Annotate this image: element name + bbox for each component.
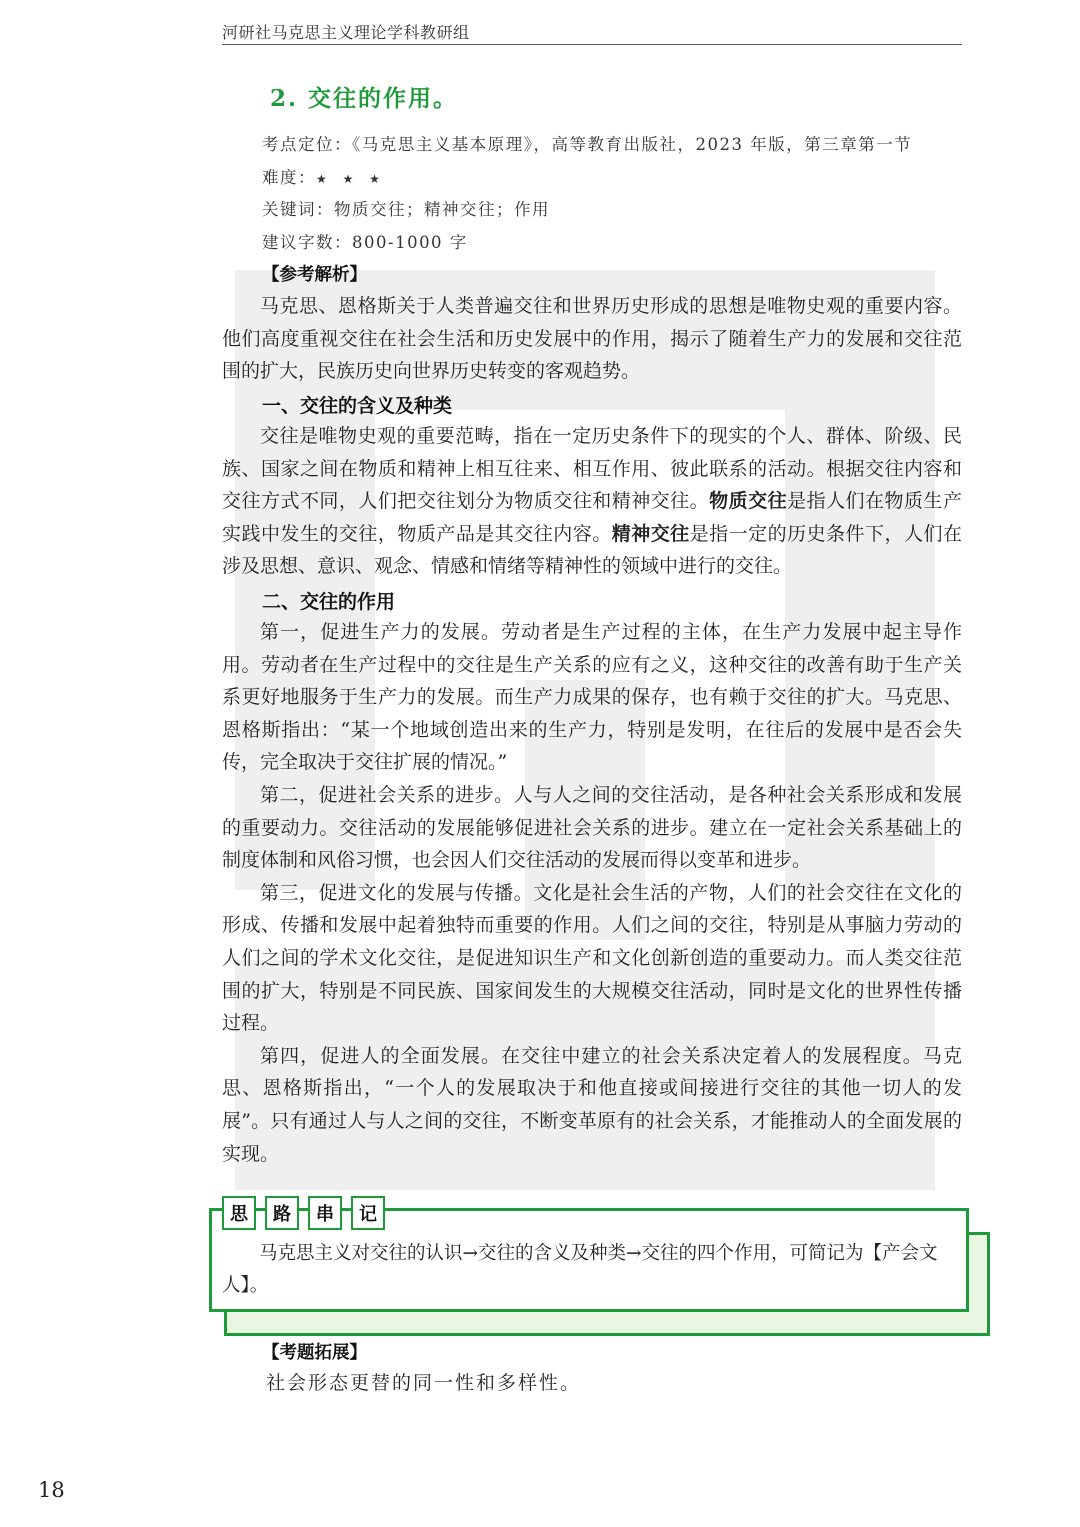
- memo-char: 串: [308, 1196, 342, 1230]
- section1-body: [222, 420, 962, 583]
- role-paragraph-1: 第一，促进生产力的发展。劳动者是生产过程的主体，在生产力发展中起主导作用。劳动者在生产过程中的交往是生产关系的应有之义，这种交往的改善有助于生产关系更好地服务于生产力的发展。而生产力成果的保存，也有赖于交往的扩大。马克思、恩格斯指出：“某一个地域创造出来的生产力，特别是发明，在往后的发展中是否会失传，完全取决于交往扩展的情况。”: [222, 621, 962, 774]
- header-divider: [222, 44, 962, 45]
- meta-keywords: [262, 196, 550, 220]
- memo-char: 思: [222, 1196, 256, 1230]
- role-paragraph-2: 第二，促进社会关系的进步。人与人之间的交往活动，是各种社会关系形成和发展的重要动力。交往活动的发展能够促进社会关系的进步。建立在一定社会关系基础上的制度体制和风俗习惯，也会因人们交往活动的发展而得以变革和进步。: [222, 783, 962, 872]
- memo-char: 路: [265, 1196, 299, 1230]
- term-material-exchange: 物质交往: [709, 490, 788, 513]
- extension-text: 社会形态更替的同一性和多样性。: [266, 1372, 582, 1394]
- meta-wordcount: [262, 229, 468, 253]
- meta-wordcount-value: 800-1000 字: [352, 233, 468, 252]
- section1-text-a: 交往是唯物史观的重要范畴，指在一定历史条件下的现实的个人、群体、阶级、民族、国家之间在物质和精神上相互往来、相互作用、彼此联系的活动。根据交往内容和交往方式不同，人们把交往划分为物质交往和精神交往。: [222, 425, 962, 513]
- section1-paragraph: [222, 420, 962, 583]
- difficulty-stars: ★ ★ ★: [316, 172, 386, 186]
- meta-difficulty: [262, 164, 386, 188]
- memo-content: [222, 1238, 962, 1302]
- reference-tag: 【参考解析】: [262, 265, 367, 285]
- meta-keywords-label: 关键词：: [262, 200, 334, 219]
- meta-source: [262, 131, 912, 155]
- section2-heading: 二、交往的作用: [262, 591, 396, 613]
- meta-source-label: 考点定位：: [262, 135, 352, 154]
- meta-keywords-value: 物质交往；精神交往；作用: [334, 200, 550, 219]
- intro-paragraph: 马克思、恩格斯关于人类普遍交往和世界历史形成的思想是唯物史观的重要内容。他们高度重视交往在社会生活和历史发展中的作用，揭示了随着生产力的发展和交往范围的扩大，民族历史向世界历史转变的客观趋势。: [222, 295, 962, 383]
- question-title: 2. 交往的作用。: [270, 85, 459, 112]
- memo-char: 记: [351, 1196, 385, 1230]
- meta-wordcount-label: 建议字数：: [262, 233, 352, 252]
- extension-tag: 【考题拓展】: [262, 1343, 367, 1363]
- section1-text-b: 是指人们在物质生产实践中发生的交往，物质产品是其交往内容。: [222, 490, 962, 545]
- section1-text-c: 是指一定的历史条件下，人们在涉及思想、意识、观念、情感和情绪等精神性的领域中进行的交往。: [222, 522, 962, 578]
- section2-body: [222, 616, 962, 1170]
- role-paragraph-4: 第四，促进人的全面发展。在交往中建立的社会关系决定着人的发展程度。马克思、恩格斯指出，“一个人的发展取决于和他直接或间接进行交往的其他一切人的发展”。只有通过人与人之间的交往，不断变革原有的社会关系，才能推动人的全面发展的实现。: [222, 1044, 962, 1165]
- page-number: 18: [38, 1478, 65, 1502]
- term-spiritual-exchange: 精神交往: [611, 522, 690, 545]
- running-header: 河研社马克思主义理论学科教研组: [222, 23, 470, 42]
- meta-source-value: 《马克思主义基本原理》，高等教育出版社，2023 年版，第三章第一节: [352, 135, 913, 154]
- section1-heading: 一、交往的含义及种类: [262, 395, 453, 417]
- meta-difficulty-label: 难度：: [262, 168, 316, 187]
- memo-paragraph: 马克思主义对交往的认识→交往的含义及种类→交往的四个作用，可简记为【产会文人】。: [222, 1243, 938, 1296]
- memo-title: [222, 1196, 385, 1230]
- role-paragraph-3: 第三，促进文化的发展与传播。文化是社会生活的产物，人们的社会交往在文化的形成、传播和发展中起着独特而重要的作用。人们之间的交往，特别是从事脑力劳动的人们之间的学术文化交往，是促进知识生产和文化创新创造的重要动力。而人类交往范围的扩大，特别是不同民族、国家间发生的大规模交往活动，同时是文化的世界性传播过程。: [222, 881, 962, 1035]
- reference-intro: [222, 290, 962, 388]
